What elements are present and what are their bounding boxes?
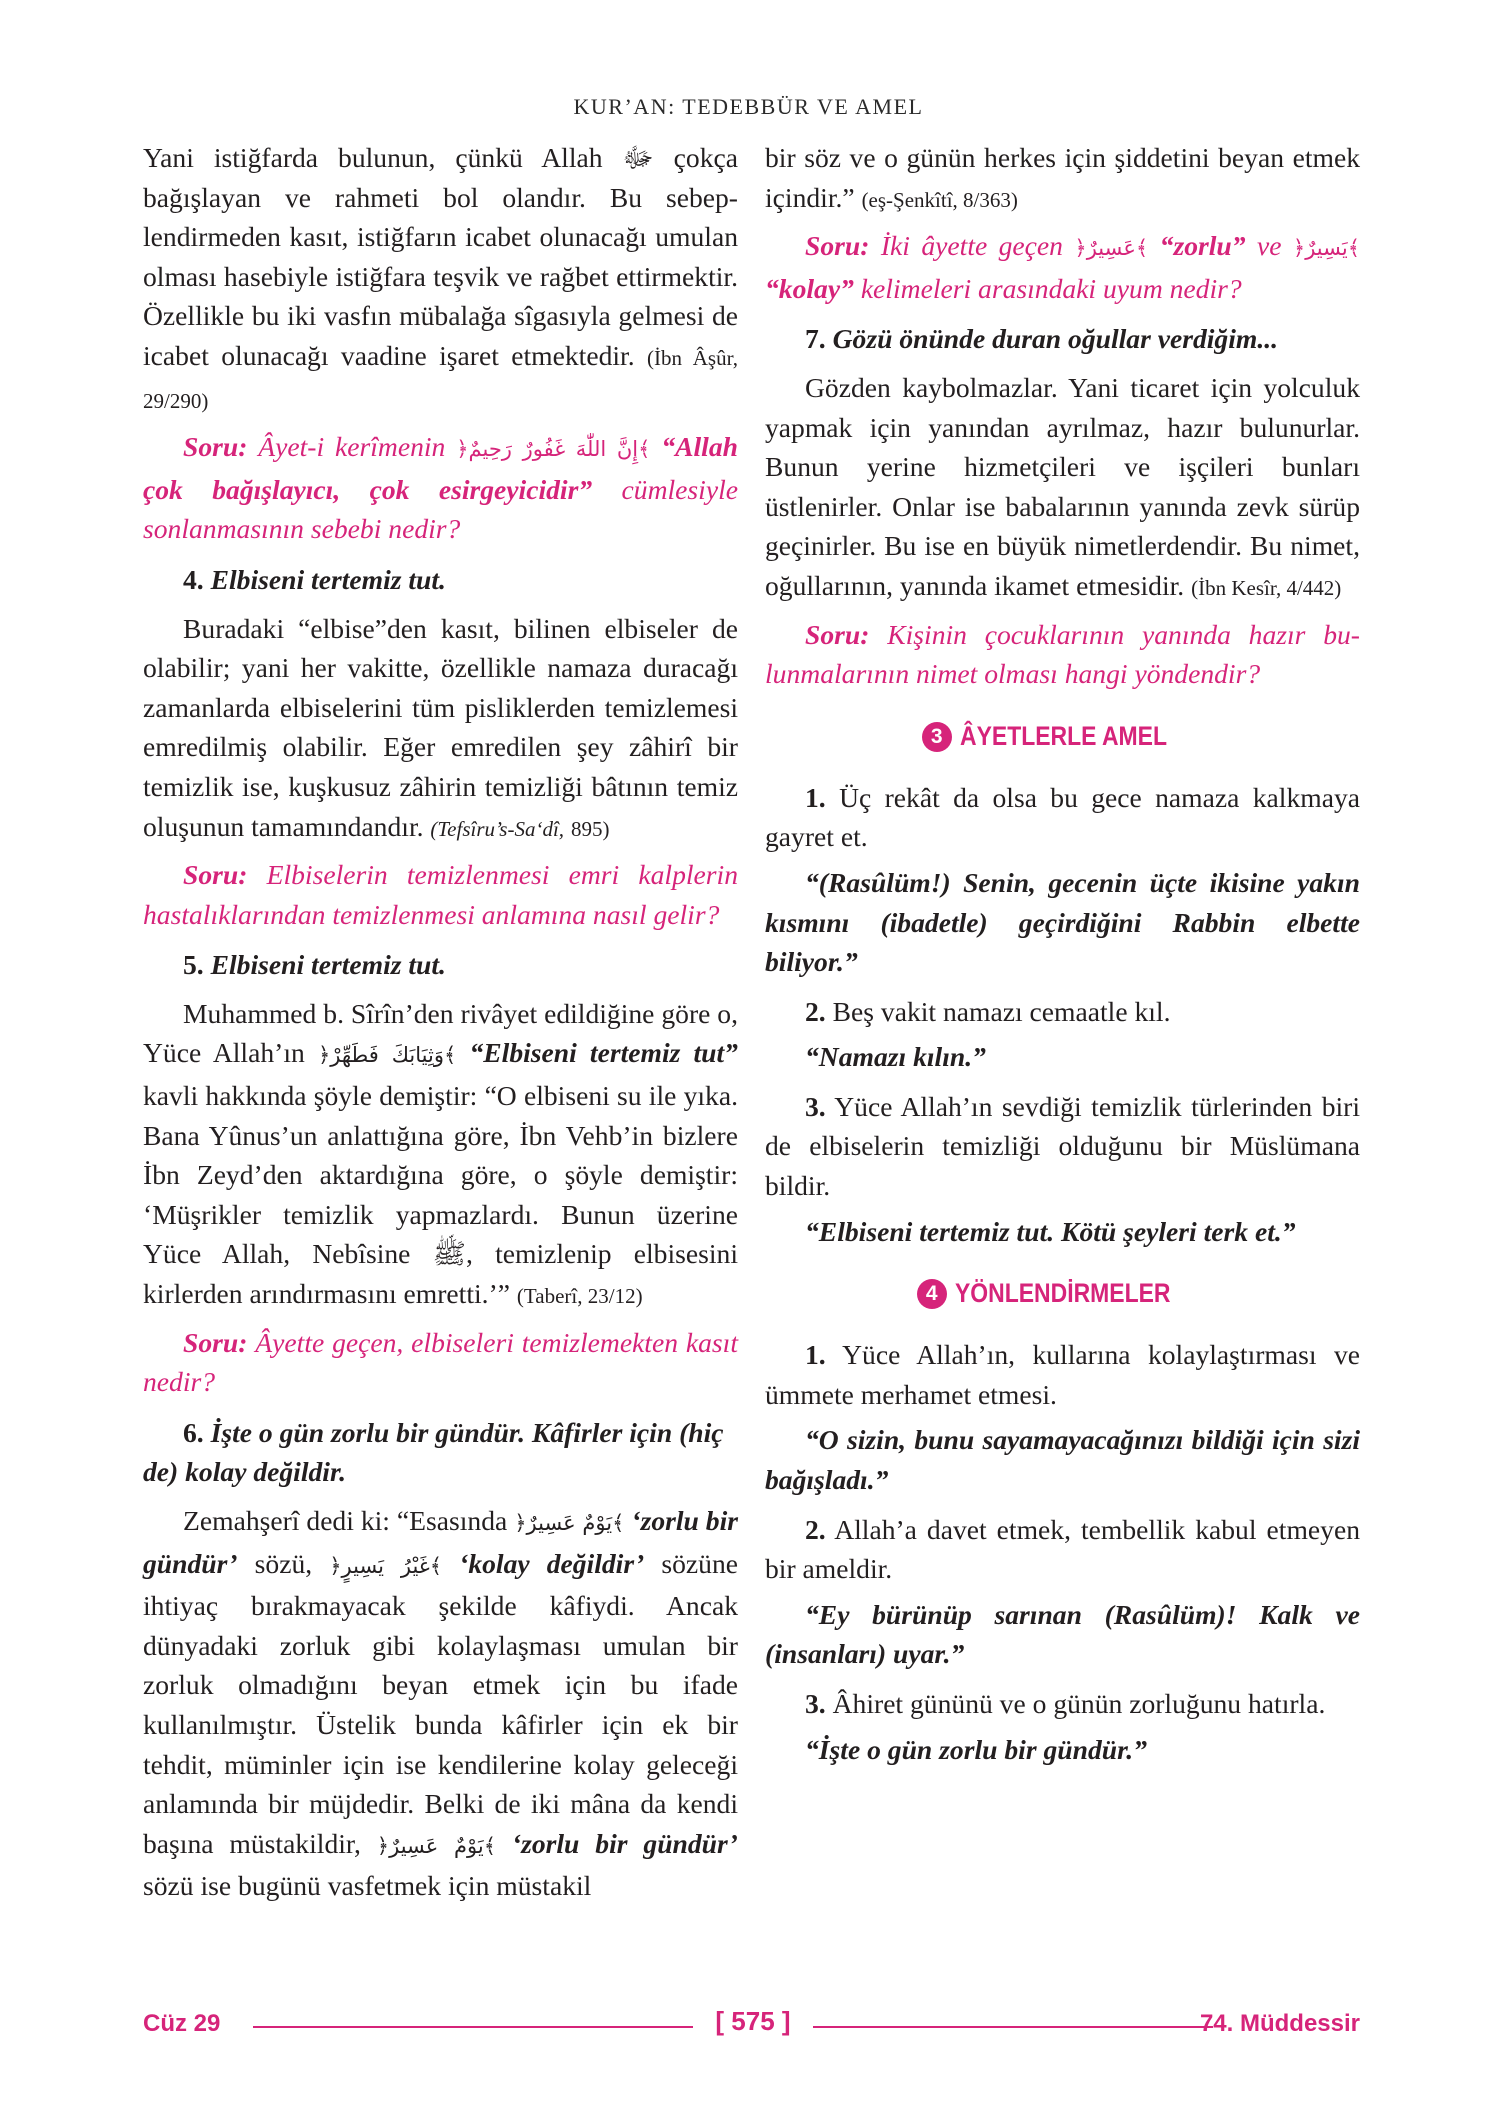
section-title-amel: 3 ÂYETLERLE AMEL <box>765 716 1360 756</box>
footer-rule-right <box>813 2026 1213 2028</box>
question: Soru: İki âyette geçen ﴿عَسِيرٌ﴾ “zorlu” ve ﴿يَسِيرٌ﴾ “kolay” kelimeleri arasındaki uyum nedir? <box>765 230 1361 304</box>
list-item: 1. Üç rekât da olsa bu gece namaza kalkmaya gayret et. <box>765 781 1360 853</box>
page-footer <box>143 2006 1360 2046</box>
running-header: KUR’AN: TEDEBBÜR VE AMEL <box>573 94 924 119</box>
quote: “Ey bürünüp sarınan (Rasûlüm)! Kalk ve (insanları) uyar.” <box>765 1598 1360 1670</box>
list-item: 2. Beş vakit namazı cemaatle kıl. <box>805 995 1171 1027</box>
quote: “İşte o gün zorlu bir gündür.” <box>805 1733 1147 1765</box>
section-heading: 6. İşte o gün zorlu bir gündür. Kâfirler için (hiç de) kolay değildir. <box>143 1416 724 1488</box>
quote: “Elbiseni tertemiz tut. Kötü şeyleri terk et.” <box>805 1215 1296 1247</box>
paragraph: Buradaki “elbise”den kasıt, bilinen elbiseler de olabilir; yani her vakitte, özellikle namaza duracağı zamanlarda elbiselerini tüm pisliklerden temizlemesi emredilmiş olabilir. Eğer emredilen şey zâhirî bir temizlik ise, kuşkusuz zâhirin temizliği bâtının temiz oluşunun tamamındandır. (Tefsîru’s-Sa‘dî, 895) <box>143 612 738 842</box>
paragraph: Zemahşerî dedi ki: “Esasında ﴿يَوْمٌ عَسِيرٌ﴾ ‘zorlu bir gündür’ sözü, ﴿غَيْرُ يَسِيرٍ﴾ ‘kolay değildir’ sözüne ihtiyaç bırakmayacak şekilde kâfiydi. Ancak dünyadaki zorluk gibi kolaylaşması umulan bir zorluk olmadığını beyan etmek için bu ifade kullanılmıştır. Üstelik bunda kâfirler için ek bir tehdit, müminler için ise kendilerine kolay geleceği anlamında bir müjdedir. Belki de iki mâna da kendi başına müstakildir, ﴿يَوْمٌ عَسِيرٌ﴾ ‘zorlu bir gündür’ sözü ise bugünü vasfetmek için müstakil <box>143 1505 739 1902</box>
surah-label: 74. Müddessir <box>1199 2010 1360 2037</box>
question: Soru: Âyet-i kerîmenin ﴿إِنَّ اللّٰهَ غَفُورٌ رَحِيمٌ﴾ “Allah çok bağışlayıcı, çok esirgeyicidir” cümlesiyle sonlanmasının sebebi nedir? <box>143 431 738 545</box>
list-item: 3. Âhiret gününü ve o günün zorluğunu hatırla. <box>805 1688 1326 1719</box>
list-item: 3. Yüce Allah’ın sevdiği temizlik türlerinden biri de elbiselerin temizliği olduğunu bir Müslümana bildir. <box>765 1090 1361 1202</box>
section-heading: 4. Elbiseni tertemiz tut. <box>183 563 446 595</box>
page-number: [ 575 ] <box>715 2006 791 2036</box>
quote: “Namazı kılın.” <box>805 1041 986 1073</box>
section-heading: 5. Elbiseni tertemiz tut. <box>183 949 446 981</box>
question: Soru: Kişinin çocuklarının yanında hazır bulunmalarının nimet olması hangi yöndendir? <box>765 618 1360 690</box>
paragraph: Muhammed b. Sîrîn’den rivâyet edildiğine göre o, Yüce Allah’ın ﴿وَثِيَابَكَ فَطَهِّرْ﴾ “Elbiseni tertemiz tut” kavli hakkında şöyle demiştir: “O elbiseni su ile yıka. Bana Yûnus’un anlattığına göre, İbn Vehb’in bizlere İbn Zeyd’den aktardığına göre, o şöyle demiştir: ‘Müşrikler temizlik yapmazlardı. Bunun üzerine Yüce Allah, Nebîsine ﷺ, temizlenip elbisesini kirlerden arındırmasını emretti.’” (Taberî, 23/12) <box>143 997 738 1310</box>
left-column <box>143 138 738 1912</box>
section-heading: 7. Gözü önünde duran oğullar verdiğim... <box>805 323 1279 355</box>
quote: “O sizin, bunu sayamayacağınızı bildiği için sizi bağışladı.” <box>765 1424 1360 1496</box>
question: Soru: Elbiselerin temizlenmesi emri kalplerin hastalıklarından temizlenmesi anlamına nasıl gelir? <box>143 859 738 930</box>
list-item: 2. Allah’a davet etmek, tembellik kabul etmeyen bir ameldir. <box>765 1513 1360 1585</box>
question: Soru: Âyette geçen, elbiseleri temizlemekten kasıt nedir? <box>143 1326 738 1398</box>
quote: “(Rasûlüm!) Senin, gecenin üçte ikisine yakın kısmını (ibadetle) geçirdiğini Rabbin elbette biliyor.” <box>765 866 1360 978</box>
footer-rule-left <box>253 2026 693 2028</box>
section-number-badge: 4 <box>917 1279 947 1309</box>
paragraph: bir söz ve o günün herkes için şiddetini beyan etmek içindir.” (eş-Şenkîtî, 8/363) <box>765 142 1360 213</box>
paragraph: Gözden kaybolmazlar. Yani ticaret için yolculuk yapmak için yanından ayrılmaz, hazır bulunurlar. Bunun yerine hizmetçileri ve işçileri bunları üstlenirler. Onlar ise babalarının yanında zevk sürüp geçinirler. Bu ise en büyük nimetlerdendir. Bu nimet, oğullarının, yanında ikamet etmesidir. (İbn Kesîr, 4/442) <box>765 371 1360 601</box>
juz-label: Cüz 29 <box>143 2010 221 2037</box>
list-item: 1. Yüce Allah’ın, kullarına kolaylaştırması ve ümmete merhamet etmesi. <box>765 1339 1361 1410</box>
section-number-badge: 3 <box>922 722 952 752</box>
paragraph: Yani istiğfarda bulunun, çünkü Allah ﷻ çokça bağışlayan ve rahmeti bol olandır. Bu sebeplendirmeden kasıt, istiğfarın icabet olunacağı umulan olması hasebiyle istiğfara teşvik ve rağbet ettirmektir. Özellikle bu iki vasfın mübalağa sîgasıyla gelmesi de icabet olunacağı vaadine işaret etmektedir. (İbn Âşûr, 29/290) <box>143 142 738 413</box>
section-title-yonlendirmeler: 4 YÖNLENDİRMELER <box>765 1273 1360 1313</box>
right-column <box>765 138 1360 1779</box>
